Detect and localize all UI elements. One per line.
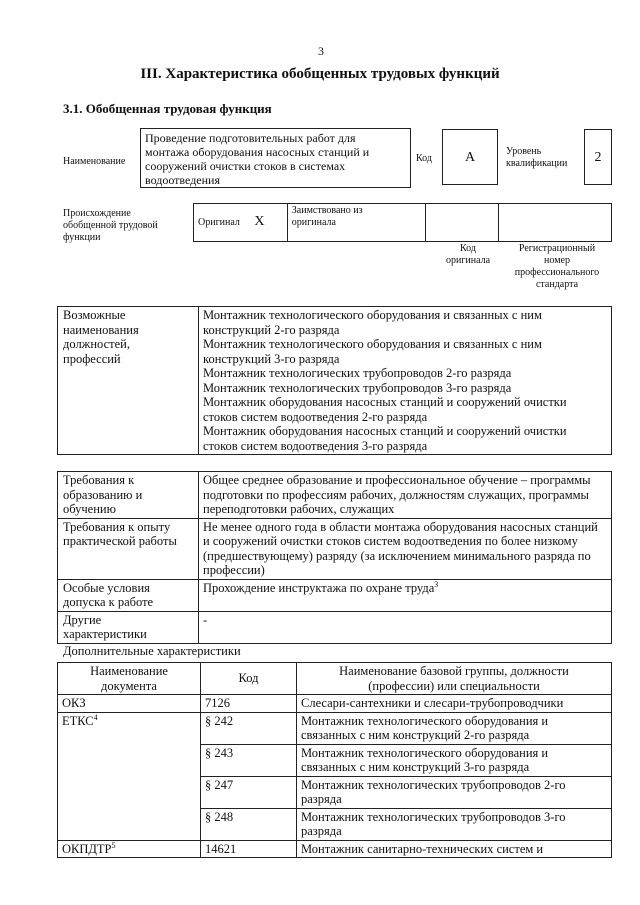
function-name-line: сооружений очистки стоков в системах (145, 159, 346, 173)
req-education-label: Требования к образованию и обучению (58, 472, 199, 519)
row-name: Монтажник технологических трубопроводов 3-го разряда (297, 808, 612, 840)
req-special-label: Особые условия допуска к работе (58, 579, 199, 611)
req-other-value: - (199, 611, 612, 643)
req-special-value: Прохождение инструктажа по охране труда$^3$ (199, 579, 612, 611)
row-doc: ЕТКС$^4$ (58, 712, 201, 840)
subsection-title: 3.1. Обобщенная трудовая функция (63, 101, 272, 116)
function-name-line: монтажа оборудования насосных станций и (145, 145, 370, 159)
row-name: Слесари-сантехники и слесари-трубопроводчики (297, 695, 612, 713)
position-item: Монтажник оборудования насосных станций и сооружений очистки (203, 424, 567, 438)
row-code: 14621 (201, 840, 297, 858)
origin-original-cell: Оригинал X (194, 204, 288, 242)
position-item: Монтажник технологических трубопроводов 3-го разряда (203, 380, 512, 395)
code-original-caption: Код оригинала (445, 243, 491, 266)
req-education-value: Общее среднее образование и профессиональное обучение – программы подготовки по профессиям рабочих, должностям служащих, программы переподготовки рабочих, служащих (199, 472, 612, 519)
header-doc: Наименование документа (58, 663, 201, 695)
page-number: 3 (318, 44, 324, 58)
footnote-ref: 4 (93, 712, 98, 722)
footnote-ref: 3 (434, 579, 439, 589)
level-value: 2 (594, 150, 602, 165)
req-experience-value: Не менее одного года в области монтажа оборудования насосных станций и сооружений очистки стоков систем водоотведения по более низкому (предшествующему) разряду (за исключением минимального разряда по профессии) (199, 518, 612, 579)
position-item: конструкций 2-го разряда (203, 322, 340, 337)
footnote-ref: 5 (111, 840, 116, 850)
origin-code-cell (426, 204, 498, 242)
name-label: Наименование (63, 156, 126, 167)
row-name: Монтажник санитарно-технических систем и (297, 840, 612, 858)
row-code: § 242 (201, 712, 297, 744)
positions-list (199, 307, 612, 455)
req-experience-label: Требования к опыту практической работы (58, 518, 199, 579)
function-name-box (140, 128, 411, 188)
position-item: Монтажник технологического оборудования и связанных с ним (203, 308, 542, 322)
level-label: Уровень квалификации (506, 146, 568, 169)
section-title: III. Характеристика обобщенных трудовых функций (140, 66, 500, 82)
row-name: Монтажник технологических трубопроводов 2-го разряда (297, 776, 612, 808)
function-name-line: водоотведения (145, 173, 220, 187)
position-item: стоков систем водоотведения 2-го разряда (203, 409, 428, 424)
origin-borrowed-cell: Заимствовано из оригинала (287, 204, 426, 242)
row-doc: ОКЗ (58, 695, 201, 713)
additional-title: Дополнительные характеристики (63, 644, 241, 658)
code-label: Код (416, 153, 432, 164)
positions-label: Возможные наименования должностей, профессий (58, 307, 199, 455)
position-item: Монтажник оборудования насосных станций и сооружений очистки (203, 395, 567, 409)
row-name: Монтажник технологического оборудования и связанных с ним конструкций 3-го разряда (297, 744, 612, 776)
function-name-line: Проведение подготовительных работ для (145, 131, 356, 145)
position-item: Монтажник технологического оборудования и связанных с ним (203, 337, 542, 351)
row-code: § 247 (201, 776, 297, 808)
header-name: Наименование базовой группы, должности (профессии) или специальности (297, 663, 612, 695)
origin-label: Происхождение обобщенной трудовой функции (63, 208, 158, 243)
code-value: А (464, 150, 476, 165)
header-code: Код (201, 663, 297, 695)
additional-table (57, 662, 612, 858)
origin-table (193, 203, 612, 242)
row-name: Монтажник технологического оборудования и связанных с ним конструкций 2-го разряда (297, 712, 612, 744)
requirements-table (57, 471, 612, 644)
position-item: конструкций 3-го разряда (203, 351, 340, 366)
row-code: § 243 (201, 744, 297, 776)
position-item: Монтажник технологических трубопроводов 2-го разряда (203, 366, 512, 380)
reg-number-caption: Регистрационный номер профессионального стандарта (514, 243, 600, 290)
origin-mark: X (254, 213, 265, 229)
row-code: § 248 (201, 808, 297, 840)
level-value-box (584, 129, 612, 185)
code-value-box (442, 129, 498, 185)
row-code: 7126 (201, 695, 297, 713)
req-other-label: Другие характеристики (58, 611, 199, 643)
position-item: стоков систем водоотведения 3-го разряда (203, 438, 428, 453)
origin-reg-cell (498, 204, 611, 242)
row-doc: ОКПДТР$^5$ (58, 840, 201, 858)
positions-table (57, 306, 612, 455)
